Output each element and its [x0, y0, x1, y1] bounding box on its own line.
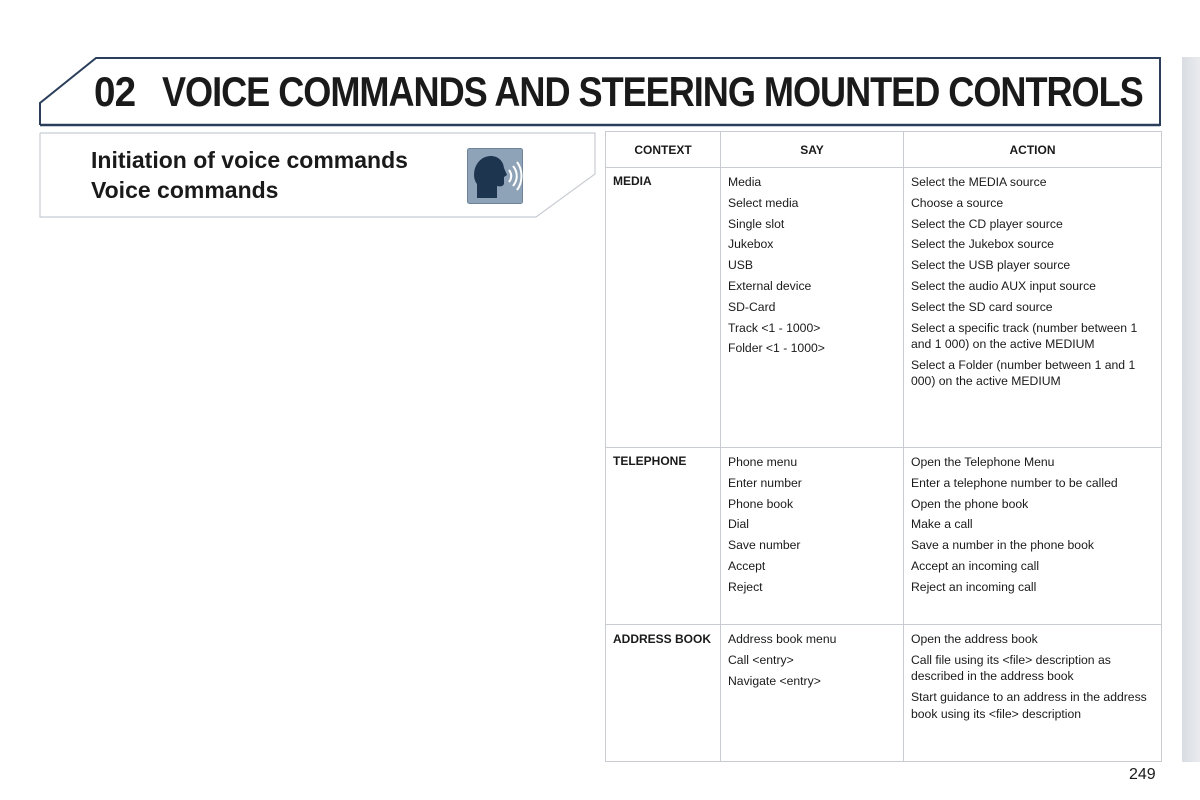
action-item: Select a specific track (number between 1 and 1 000) on the active MEDIUM [911, 320, 1138, 352]
context-cell: MEDIA [606, 168, 721, 448]
action-item: Select the CD player source [911, 216, 1063, 231]
action-cell [904, 625, 1162, 762]
action-item: Select the USB player source [911, 258, 1071, 273]
context-cell: ADDRESS BOOK [606, 625, 721, 762]
action-item: Open the phone book [911, 496, 1029, 511]
say-item: Media [728, 175, 762, 189]
say-item: Phone menu [728, 455, 798, 469]
say-item: Single slot [728, 216, 785, 231]
context-cell: TELEPHONE [606, 448, 721, 625]
say-item: Reject [728, 579, 763, 594]
side-tab-bar [1182, 57, 1200, 762]
chapter-title: VOICE COMMANDS AND STEERING MOUNTED CONTROLS [162, 68, 1143, 115]
action-item: Open the Telephone Menu [911, 455, 1055, 469]
action-item: Open the address book [911, 632, 1038, 646]
action-item: Choose a source [911, 195, 1004, 210]
say-item: Navigate <entry> [728, 673, 821, 688]
say-cell [721, 625, 904, 762]
say-item: Folder <1 - 1000> [728, 341, 825, 356]
page-number: 249 [1129, 766, 1156, 783]
say-item: Dial [728, 517, 749, 532]
say-item: Phone book [728, 496, 794, 511]
action-item: Call file using its <file> description as described in the address book [911, 652, 1111, 684]
say-item: USB [728, 258, 754, 273]
action-cell [904, 448, 1162, 625]
action-item: Enter a telephone number to be called [911, 475, 1118, 490]
voice-commands-table [605, 131, 1161, 760]
say-item: Accept [728, 558, 766, 573]
say-item: Call <entry> [728, 652, 794, 667]
table-header-row [606, 132, 1162, 168]
say-item: Select media [728, 195, 799, 210]
section-title-line1: Initiation of voice commands [91, 147, 408, 173]
action-item: Save a number in the phone book [911, 538, 1094, 553]
action-item: Select the audio AUX input source [911, 278, 1096, 293]
header-context: CONTEXT [606, 132, 721, 168]
say-item: Address book menu [728, 632, 837, 646]
say-item: Jukebox [728, 237, 774, 252]
action-item: Select the Jukebox source [911, 237, 1054, 252]
action-item: Make a call [911, 517, 973, 532]
say-item: External device [728, 278, 812, 293]
action-item: Select the SD card source [911, 299, 1053, 314]
say-cell [721, 168, 904, 448]
action-item: Select a Folder (number between 1 and 1 000) on the active MEDIUM [911, 357, 1136, 389]
header-action: ACTION [904, 132, 1162, 168]
section-title-line2: Voice commands [91, 177, 279, 203]
table-row-media [606, 168, 1162, 448]
action-cell [904, 168, 1162, 448]
say-cell [721, 448, 904, 625]
say-item: Track <1 - 1000> [728, 320, 821, 335]
voice-command-head-icon [467, 148, 523, 204]
action-item: Reject an incoming call [911, 579, 1037, 594]
say-item: Enter number [728, 475, 802, 490]
table-row-address-book [606, 625, 1162, 762]
say-item: SD-Card [728, 299, 776, 314]
say-item: Save number [728, 538, 801, 553]
table-row-telephone [606, 448, 1162, 625]
action-item: Accept an incoming call [911, 558, 1040, 573]
chapter-number: 02 [94, 68, 136, 115]
action-item: Start guidance to an address in the address book using its <file> description [911, 689, 1147, 721]
action-item: Select the MEDIA source [911, 175, 1047, 189]
header-say: SAY [721, 132, 904, 168]
